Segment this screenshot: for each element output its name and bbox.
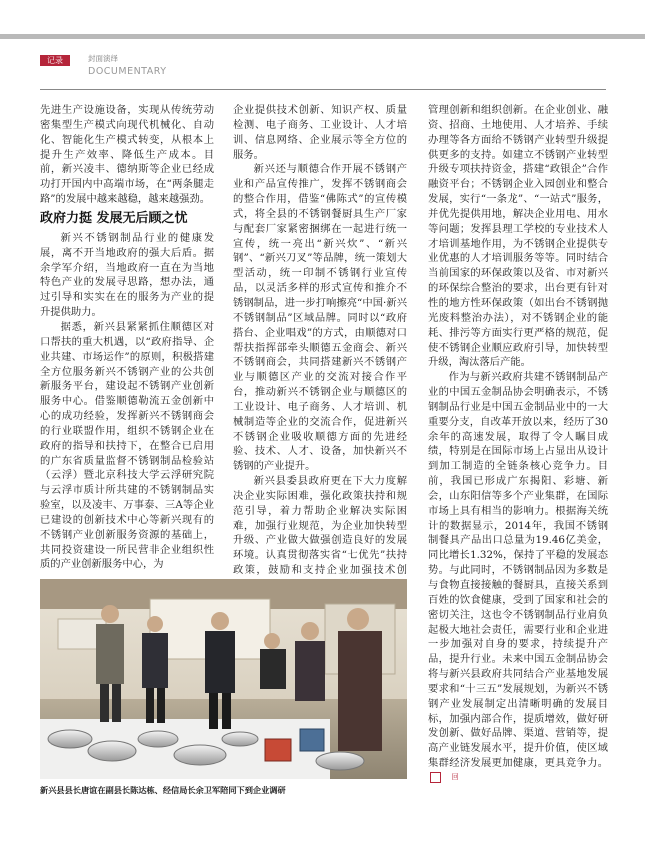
paragraph: 新兴不锈钢制品行业的健康发展，离不开当地政府的强大后盾。据余学军介绍，当地政府一直在为当地特色产业的发展寻思路，想办法，通过引导和实实在在的服务为产业的提升提供助力。: [40, 231, 214, 319]
header-rule: [40, 89, 606, 90]
section-title-en: DOCUMENTARY: [88, 66, 167, 77]
header-bar: [0, 34, 645, 39]
paragraph: 新兴县委县政府更在下大力度解决企业实际困难，强化政策扶持和规范引导，着力帮助企业解决实际困难，加强行业规范，为企业加快转型升级、产业做大做强创造良好的发展环境。认真贯彻落实省“七优先”扶持政策，鼓励和支持企业加强技术创: [233, 475, 407, 577]
paragraph: 企业提供技术创新、知识产权、质量检测、电子商务、工业设计、人才培训、信息网络、企业展示等全方位的服务。: [233, 104, 407, 161]
photo-caption: 新兴县县长唐谊在副县长陈达栋、经信局长余卫军陪同下到企业调研: [40, 785, 286, 795]
paragraph: 管理创新和组织创新。在企业创业、融资、招商、土地使用、人才培养、手续办理等各方面给不锈钢产业转型升级提供更多的支持。如建立不锈钢产业转型升级专项扶持资金，搭建“政银企”合作融资平台；不锈钢企业入园创业和整合发展，实行“一条龙”、“一站式”服务，并优先提供用地，解决企业用电、用水等问题；发挥县理工学校的专业技术人才培训基地作用，为不锈钢企业提供专业优惠的人才培训服务等等。同时结合当前国家的环保政策以及省、市对新兴的环保综合整治的要求，出台更有针对性的地方性环保政策（如出台不锈钢抛光废料整治办法），对不锈钢企业的能耗、排污等方面实行更严格的规范，促使不锈钢企业顺应政府引导，加快转型升级，淘汰落后产能。: [428, 104, 608, 369]
paragraph: 先进生产设施设备，实现从传统劳动密集型生产模式向现代机械化、自动化、智能化生产模式转变，从根本上提升生产效率、降低生产成本。目前，新兴凌丰、德纳斯等企业已经成功打开国内中高端市场，在“两条腿走路”的发展中越来越稳，越来越强劲。: [40, 104, 214, 206]
text-column-1: [40, 103, 214, 572]
section-heading: 政府力挺 发展无后顾之忧: [40, 210, 188, 226]
section-tag: 记录: [40, 55, 70, 66]
paragraph-text: 作为与新兴政府共建不锈钢制品产业的中国五金制品协会明确表示，不锈钢制品行业是中国五金制品业中的一大重要分支，自改革开放以来，经历了30余年的高速发展，取得了令人瞩目成绩，特别是在国际市场上占显出从设计到加工制造的全链条核心竞争力。目前，我国已形成广东揭阳、彩塘、新会，山东阳信等多个产业集群，在国际市场上具有相当的影响力。根据海关统计的数据显示，2014年，我国不锈钢制餐具产品出口总量为19.46亿美金，同比增长1.32%，保持了平稳的发展态势。与此同时，不锈钢制品因为多数是与食物直接接触的餐厨具，直接关系到百姓的饮食健康，受到了国家和社会的密切关注，这也令不锈钢制品行业肩负起极大地社会责任，需要行业和企业进一步加强对自身的要求，持续提升产品，提升行业。未来中国五金制品协会将与新兴县政府共同结合产业基地发展要求和“十三五”发展规划，为新兴不锈钢产业发展制定出清晰明确的发展目标，加强内部合作，提质增效，做好研发创新、做好品牌、渠道、营销等，提高产业链发展水平，提升价值，使区域集群经济发展更加健康，更具竞争力。: [428, 371, 608, 770]
paragraph: 据悉，新兴县紧紧抓住顺德区对口帮扶的重大机遇，以“政府指导、企业共建、市场运作”的原则，积极搭建全方位服务新兴不锈钢产业的公共创新服务平台，建设起不锈钢产业创新服务中心。借鉴顺德勒流五金创新中心的成功经验，发挥新兴不锈钢商会的行业联盟作用，组织不锈钢企业在政府的指导和扶持下，在整合已启用的广东省质量监督不锈钢制品检验站（云浮）暨北京科技大学云浮研究院与云浮市质计所共建的不锈钢制品实验室，以及凌丰、万事泰、三A等企业已建设的创新技术中心等新兴现有的不锈钢产业创新服务资源的基础上，共同投资建设一所民营非企业组织性质的产业创新服务中心，为: [40, 320, 214, 571]
paragraph: 新兴还与顺德合作开展不锈钢产业和产品宣传推广，发挥不锈钢商会的整合作用，借鉴“佛陈式”的宣传模式，将全县的不锈钢餐厨具生产厂家与配套厂家紧密捆绑在一起进行统一宣传，统一亮出“新兴炊”、“新兴钢”、“新兴刀叉”等品牌，统一策划大型活动，统一印制不锈钢行业宣传品，以灵活多样的形式宣传和推介不锈钢制品，进一步打响擦亮“中国·新兴不锈钢制品”区域品牌。同时以“政府搭台、企业唱戏”的方式，由顺德对口帮扶指挥部牵头顺德五金商会、新兴不锈钢商会，共同搭建新兴不锈钢产业与顺德区产业的交流对接合作平台，推动新兴不锈钢企业与顺德区的工业设计、电子商务、人才培训、机械制造等企业的交流合作，促进新兴不锈钢企业吸收顺德方面的先进经验、技术、人才、设备，加快新兴不锈钢的产业提升。: [233, 163, 407, 473]
text-column-2: [233, 103, 407, 593]
photo-factory-visit: [40, 579, 407, 779]
photo-illustration: [40, 579, 407, 779]
text-column-3: [428, 103, 608, 786]
paragraph: [428, 370, 608, 786]
section-title-cn: 封面演绎: [88, 54, 118, 63]
end-mark-icon: 回: [430, 772, 441, 783]
